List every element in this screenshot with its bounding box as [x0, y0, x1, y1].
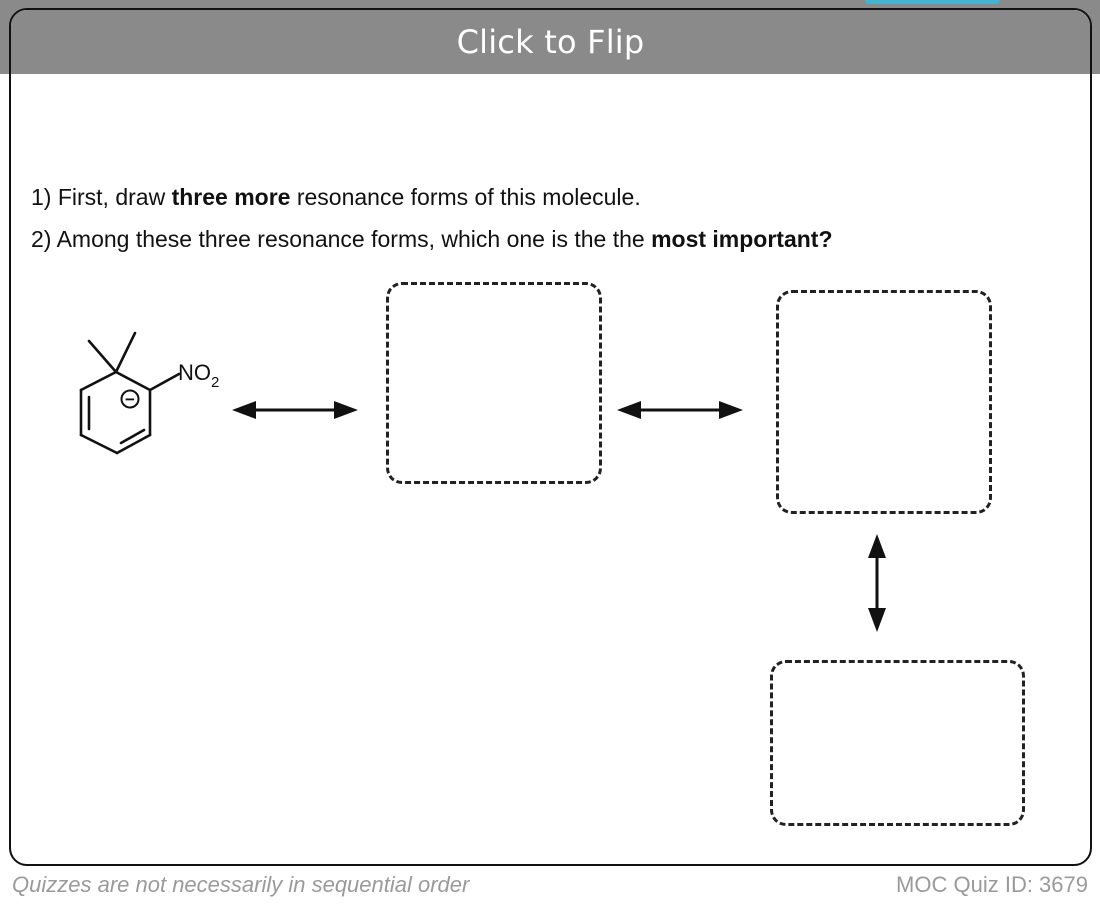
question-line-1: 1) First, draw three more resonance forms of this molecule.: [31, 184, 641, 210]
flip-label: Click to Flip: [456, 23, 645, 61]
arrow-2-right-head: [719, 401, 743, 419]
arrow-3-bottom-head: [868, 608, 886, 632]
flashcard[interactable]: [9, 8, 1092, 866]
charge-symbol: −: [125, 390, 135, 409]
sequence-note: Quizzes are not necessarily in sequential order: [12, 872, 470, 897]
quiz-id-label: MOC Quiz ID: 3679: [896, 872, 1088, 897]
arrow-1-left-head: [232, 401, 256, 419]
top-accent-bar: [865, 0, 1000, 4]
arrow-1-right-head: [334, 401, 358, 419]
answer-box-3[interactable]: [770, 660, 1025, 826]
arrow-2-left-head: [617, 401, 641, 419]
arrow-3-top-head: [868, 534, 886, 558]
answer-box-1[interactable]: [386, 282, 602, 484]
answer-box-2[interactable]: [776, 290, 992, 514]
question-line-2: 2) Among these three resonance forms, which one is the the most important?: [31, 226, 833, 252]
nitro-label: $NO_2$: [178, 360, 220, 391]
